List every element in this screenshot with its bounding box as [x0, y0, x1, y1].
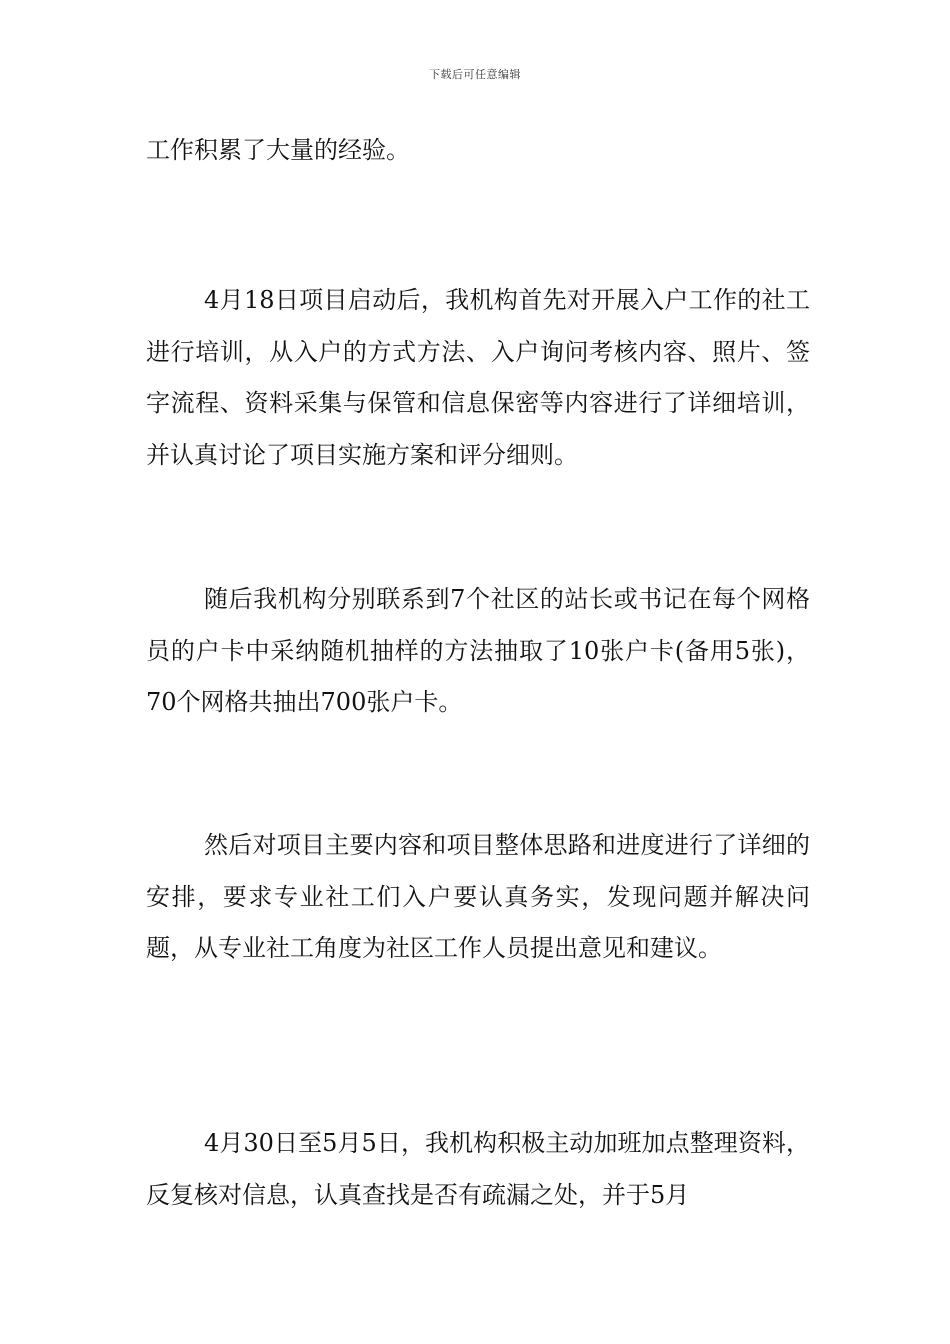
- paragraph-project-launch: 4月18日项目启动后，我机构首先对开展入户工作的社工进行培训，从入户的方式方法、入户询问考核内容、照片、签字流程、资料采集与保管和信息保密等内容进行了详细培训，并认真讨论了项目实施方案和评分细则。: [146, 286, 810, 469]
- paragraph-sampling: 随后我机构分别联系到7个社区的站长或书记在每个网格员的户卡中采纳随机抽样的方法抽取了10张户卡(备用5张)，70个网格共抽出700张户卡。: [146, 585, 810, 716]
- page-header: 下载后可任意编辑: [429, 68, 521, 81]
- paragraph-continuation: 工作积累了大量的经验。: [146, 136, 410, 164]
- paragraph-arrangement: 然后对项目主要内容和项目整体思路和进度进行了详细的安排，要求专业社工们入户要认真务实，发现问题并解决问题，从专业社工角度为社区工作人员提出意见和建议。: [146, 831, 810, 962]
- paragraph-data-review: 4月30日至5月5日，我机构积极主动加班加点整理资料，反复核对信息，认真查找是否有疏漏之处，并于5月: [146, 1129, 810, 1209]
